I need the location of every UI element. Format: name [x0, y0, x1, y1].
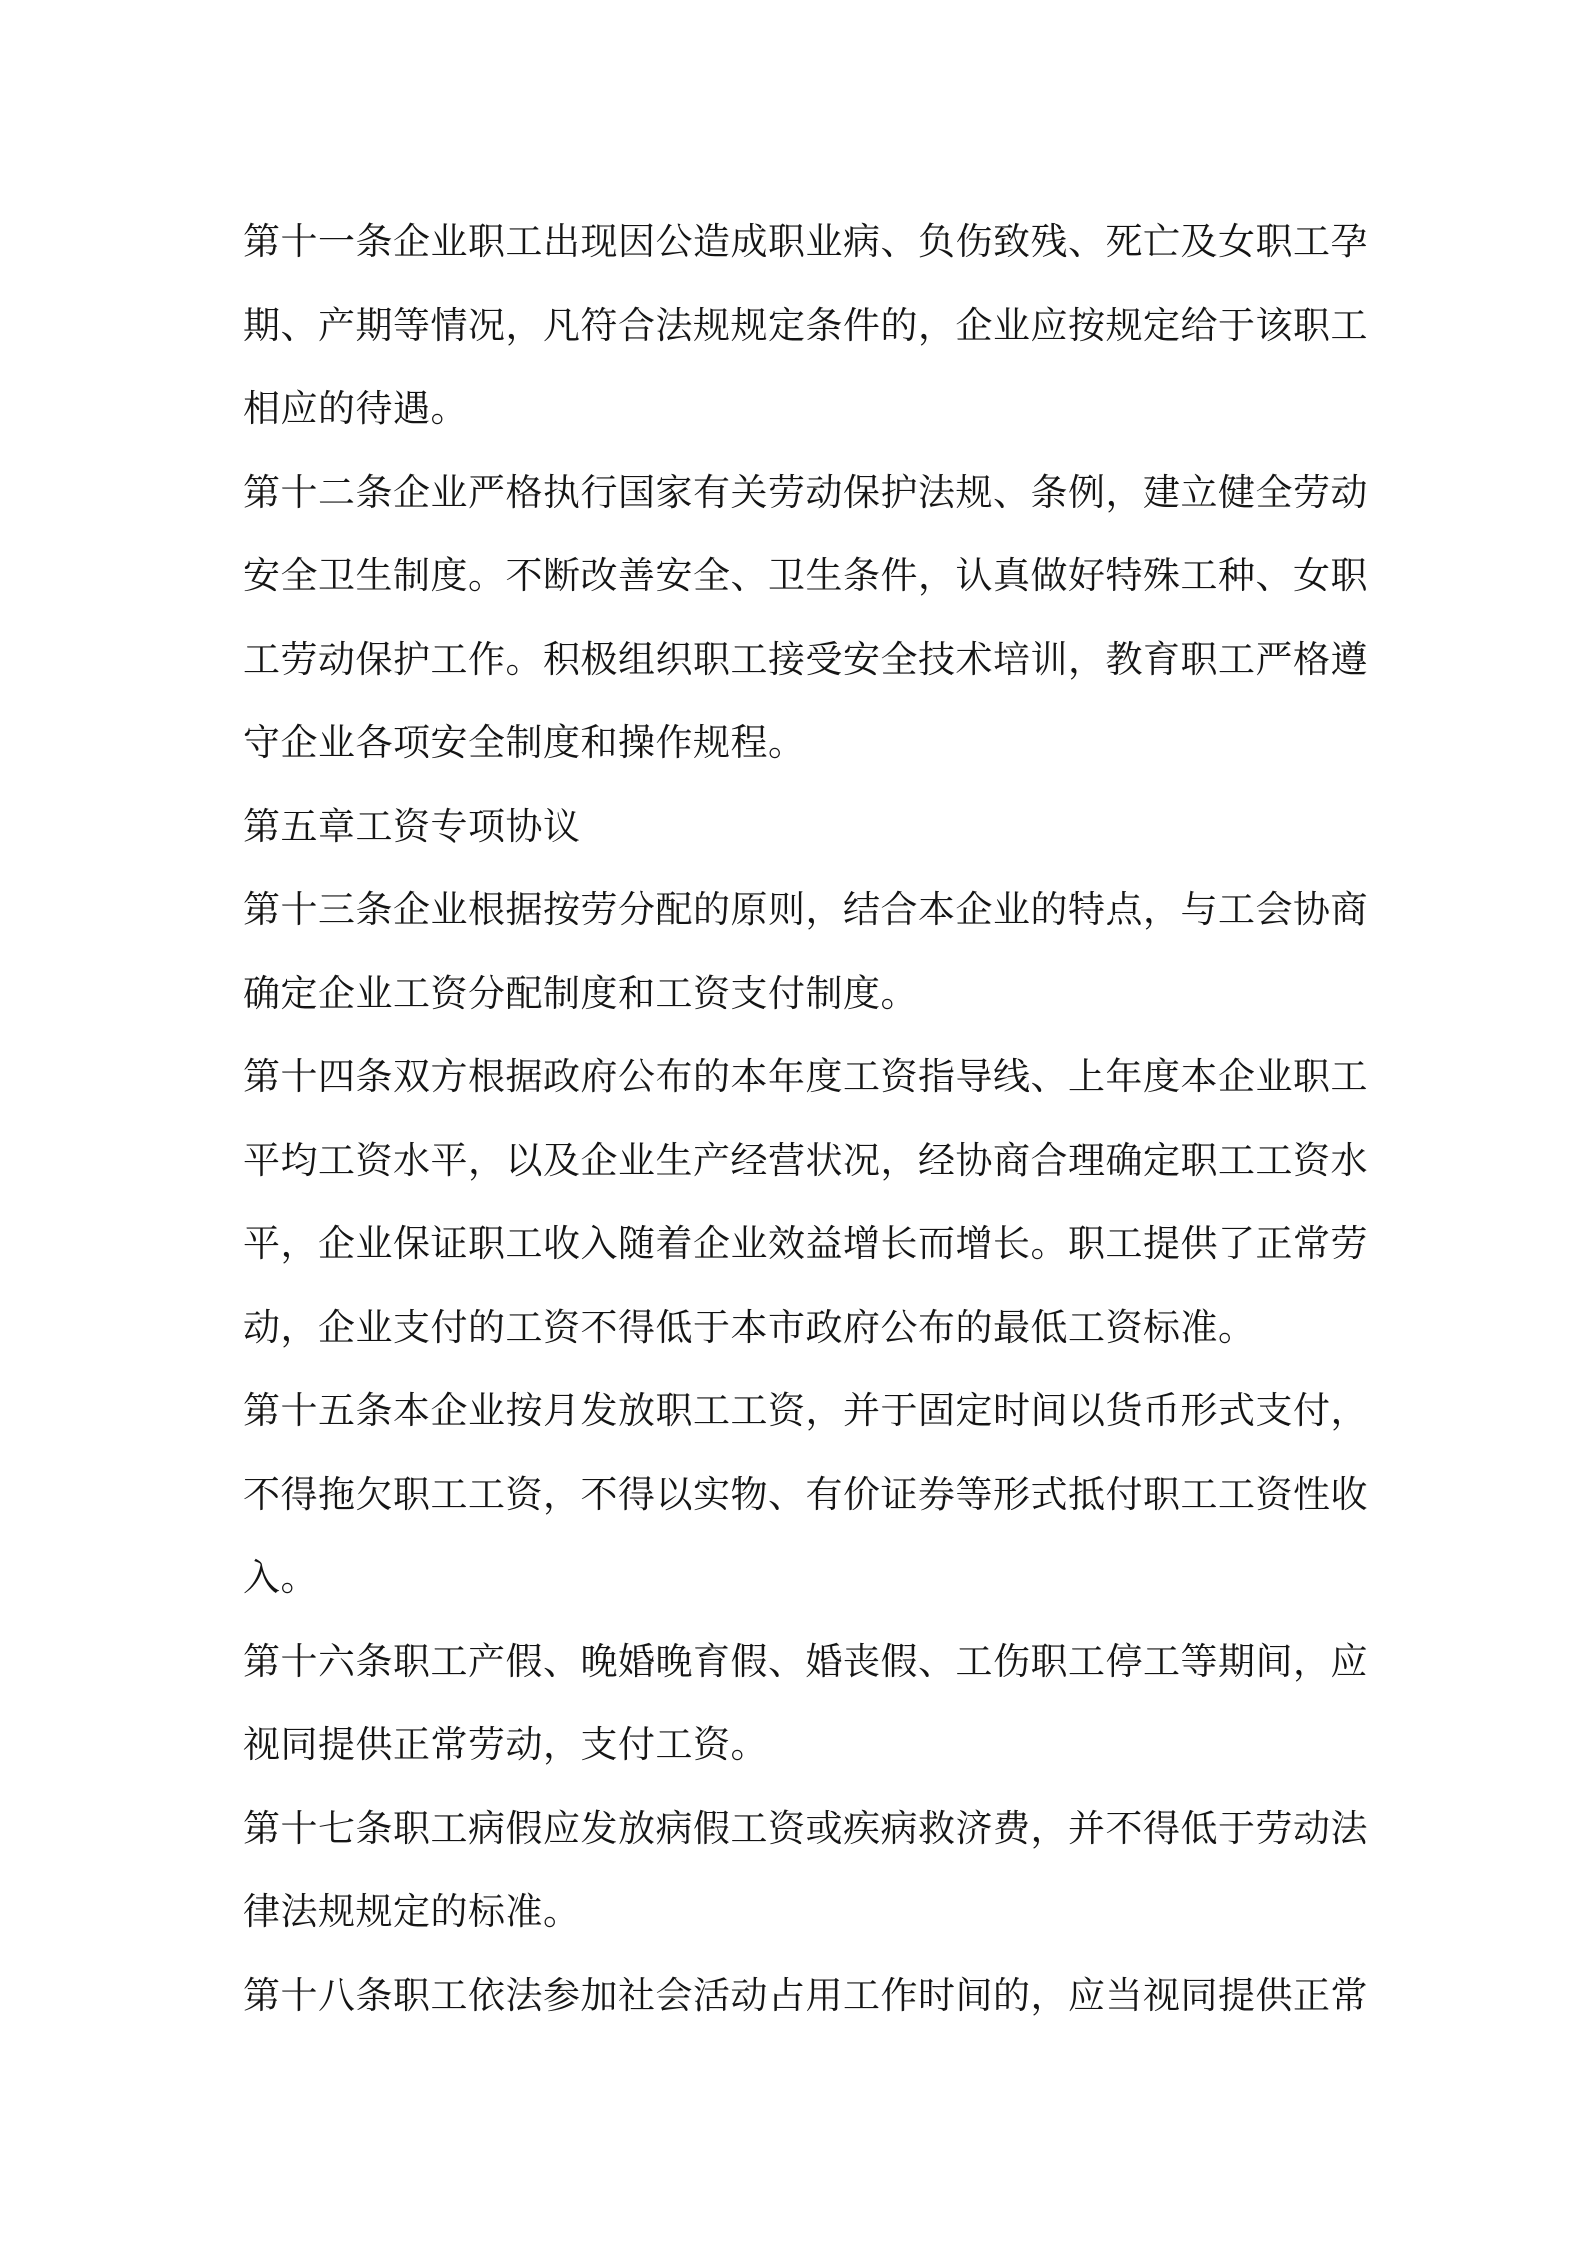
chapter-5-heading [243, 785, 1353, 869]
text-line: 第十一条企业职工出现因公造成职业病、负伤致残、死亡及女职工孕 [243, 220, 1368, 263]
text-line: 入。 [243, 1556, 318, 1599]
text-line: 律法规规定的标准。 [243, 1890, 581, 1933]
text-line: 确定企业工资分配制度和工资支付制度。 [243, 971, 918, 1015]
text-line: 第十四条双方根据政府公布的本年度工资指导线、上年度本企业职工 [243, 1055, 1368, 1098]
text-line: 第十八条职工依法参加社会活动占用工作时间的，应当视同提供正常 [243, 1973, 1368, 2017]
article-15-paragraph [243, 1369, 1368, 1620]
text-line: 工劳动保护工作。积极组织职工接受安全技术培训，教育职工严格遵 [243, 637, 1368, 681]
text-line: 守企业各项安全制度和操作规程。 [243, 721, 806, 764]
text-line: 第十七条职工病假应发放病假工资或疾病救济费，并不得低于劳动法 [243, 1806, 1368, 1850]
document-body [243, 200, 1368, 2037]
text-line: 第十五条本企业按月发放职工工资，并于固定时间以货币形式支付， [243, 1389, 1368, 1432]
article-17-paragraph [243, 1787, 1368, 1954]
chapter-title: 第五章工资专项协议 [243, 804, 581, 848]
text-line: 安全卫生制度。不断改善安全、卫生条件，认真做好特殊工种、女职 [243, 554, 1368, 597]
article-13-paragraph [243, 868, 1368, 1035]
article-14-paragraph [243, 1035, 1368, 1369]
article-11-paragraph [243, 200, 1368, 451]
text-line: 第十二条企业严格执行国家有关劳动保护法规、条例，建立健全劳动 [243, 470, 1368, 514]
article-18-paragraph [243, 1954, 1368, 2038]
text-line: 动，企业支付的工资不得低于本市政府公布的最低工资标准。 [243, 1305, 1256, 1349]
text-line: 第十六条职工产假、晚婚晚育假、婚丧假、工伤职工停工等期间，应 [243, 1639, 1368, 1683]
text-line: 平，企业保证职工收入随着企业效益增长而增长。职工提供了正常劳 [243, 1222, 1368, 1265]
text-line: 平均工资水平，以及企业生产经营状况，经协商合理确定职工工资水 [243, 1138, 1368, 1182]
article-16-paragraph [243, 1620, 1368, 1787]
text-line: 视同提供正常劳动，支付工资。 [243, 1723, 768, 1766]
text-line: 相应的待遇。 [243, 387, 468, 430]
text-line: 第十三条企业根据按劳分配的原则，结合本企业的特点，与工会协商 [243, 888, 1368, 931]
text-line: 期、产期等情况，凡符合法规规定条件的，企业应按规定给于该职工 [243, 303, 1368, 347]
article-12-paragraph [243, 451, 1368, 785]
text-line: 不得拖欠职工工资，不得以实物、有价证券等形式抵付职工工资性收 [243, 1472, 1368, 1516]
